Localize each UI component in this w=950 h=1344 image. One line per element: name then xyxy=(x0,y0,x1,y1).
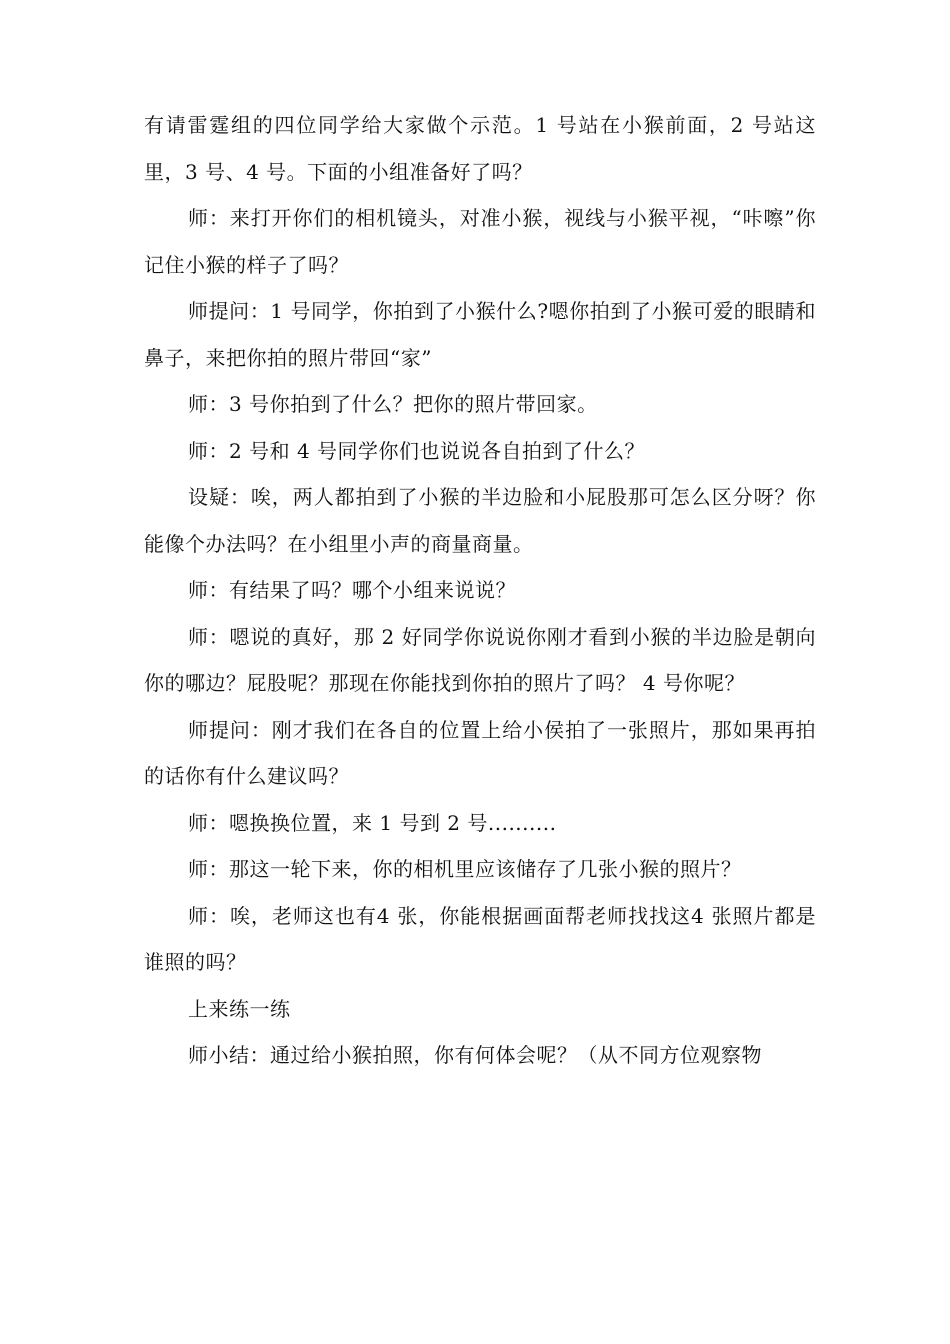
paragraph-5: 师：2 号和 4 号同学你们也说说各自拍到了什么？ xyxy=(188,438,646,463)
paragraph-4: 师：3 号你拍到了什么？把你的照片带回家。 xyxy=(188,392,598,416)
paragraph-10: 师：嗯换换位置，来 1 号到 2 号.......... xyxy=(188,810,557,835)
paragraph-11: 师：那这一轮下来，你的相机里应该储存了几张小猴的照片？ xyxy=(188,857,742,881)
paragraph-2: 师：来打开你们的相机镜头，对准小猴，视线与小猴平视，“咔嚓”你记住小猴的样子了吗？ xyxy=(144,206,816,277)
paragraph-8: 师：嗯说的真好，那 2 好同学你说说你刚才看到小猴的半边脸是朝向你的哪边？屁股呢？那现在你能找到你拍的照片了吗？ 4 号你呢？ xyxy=(144,624,816,695)
paragraph-7: 师：有结果了吗？哪个小组来说说？ xyxy=(188,578,516,602)
paragraph-3: 师提问：1 号同学，你拍到了小猴什么?嗯你拍到了小猴可爱的眼睛和鼻子，来把你拍的照片带回“家” xyxy=(144,299,816,370)
paragraph-9: 师提问：刚才我们在各自的位置上给小侯拍了一张照片，那如果再拍的话你有什么建议吗？ xyxy=(144,717,816,788)
paragraph-1: 有请雷霆组的四位同学给大家做个示范。1 号站在小猴前面，2 号站这里，3 号、4 号。下面的小组准备好了吗？ xyxy=(144,113,816,184)
document-body xyxy=(144,102,816,1079)
paragraph-12: 师：唉，老师这也有4 张，你能根据画面帮老师找找这4 张照片都是谁照的吗？ xyxy=(144,903,816,974)
paragraph-6: 设疑：唉，两人都拍到了小猴的半边脸和小屁股那可怎么区分呀？你能像个办法吗？在小组里小声的商量商量。 xyxy=(144,485,816,556)
paragraph-13: 上来练一练 xyxy=(188,996,291,1021)
paragraph-14: 师小结：通过给小猴拍照，你有何体会呢？（从不同方位观察物 xyxy=(188,1043,762,1067)
